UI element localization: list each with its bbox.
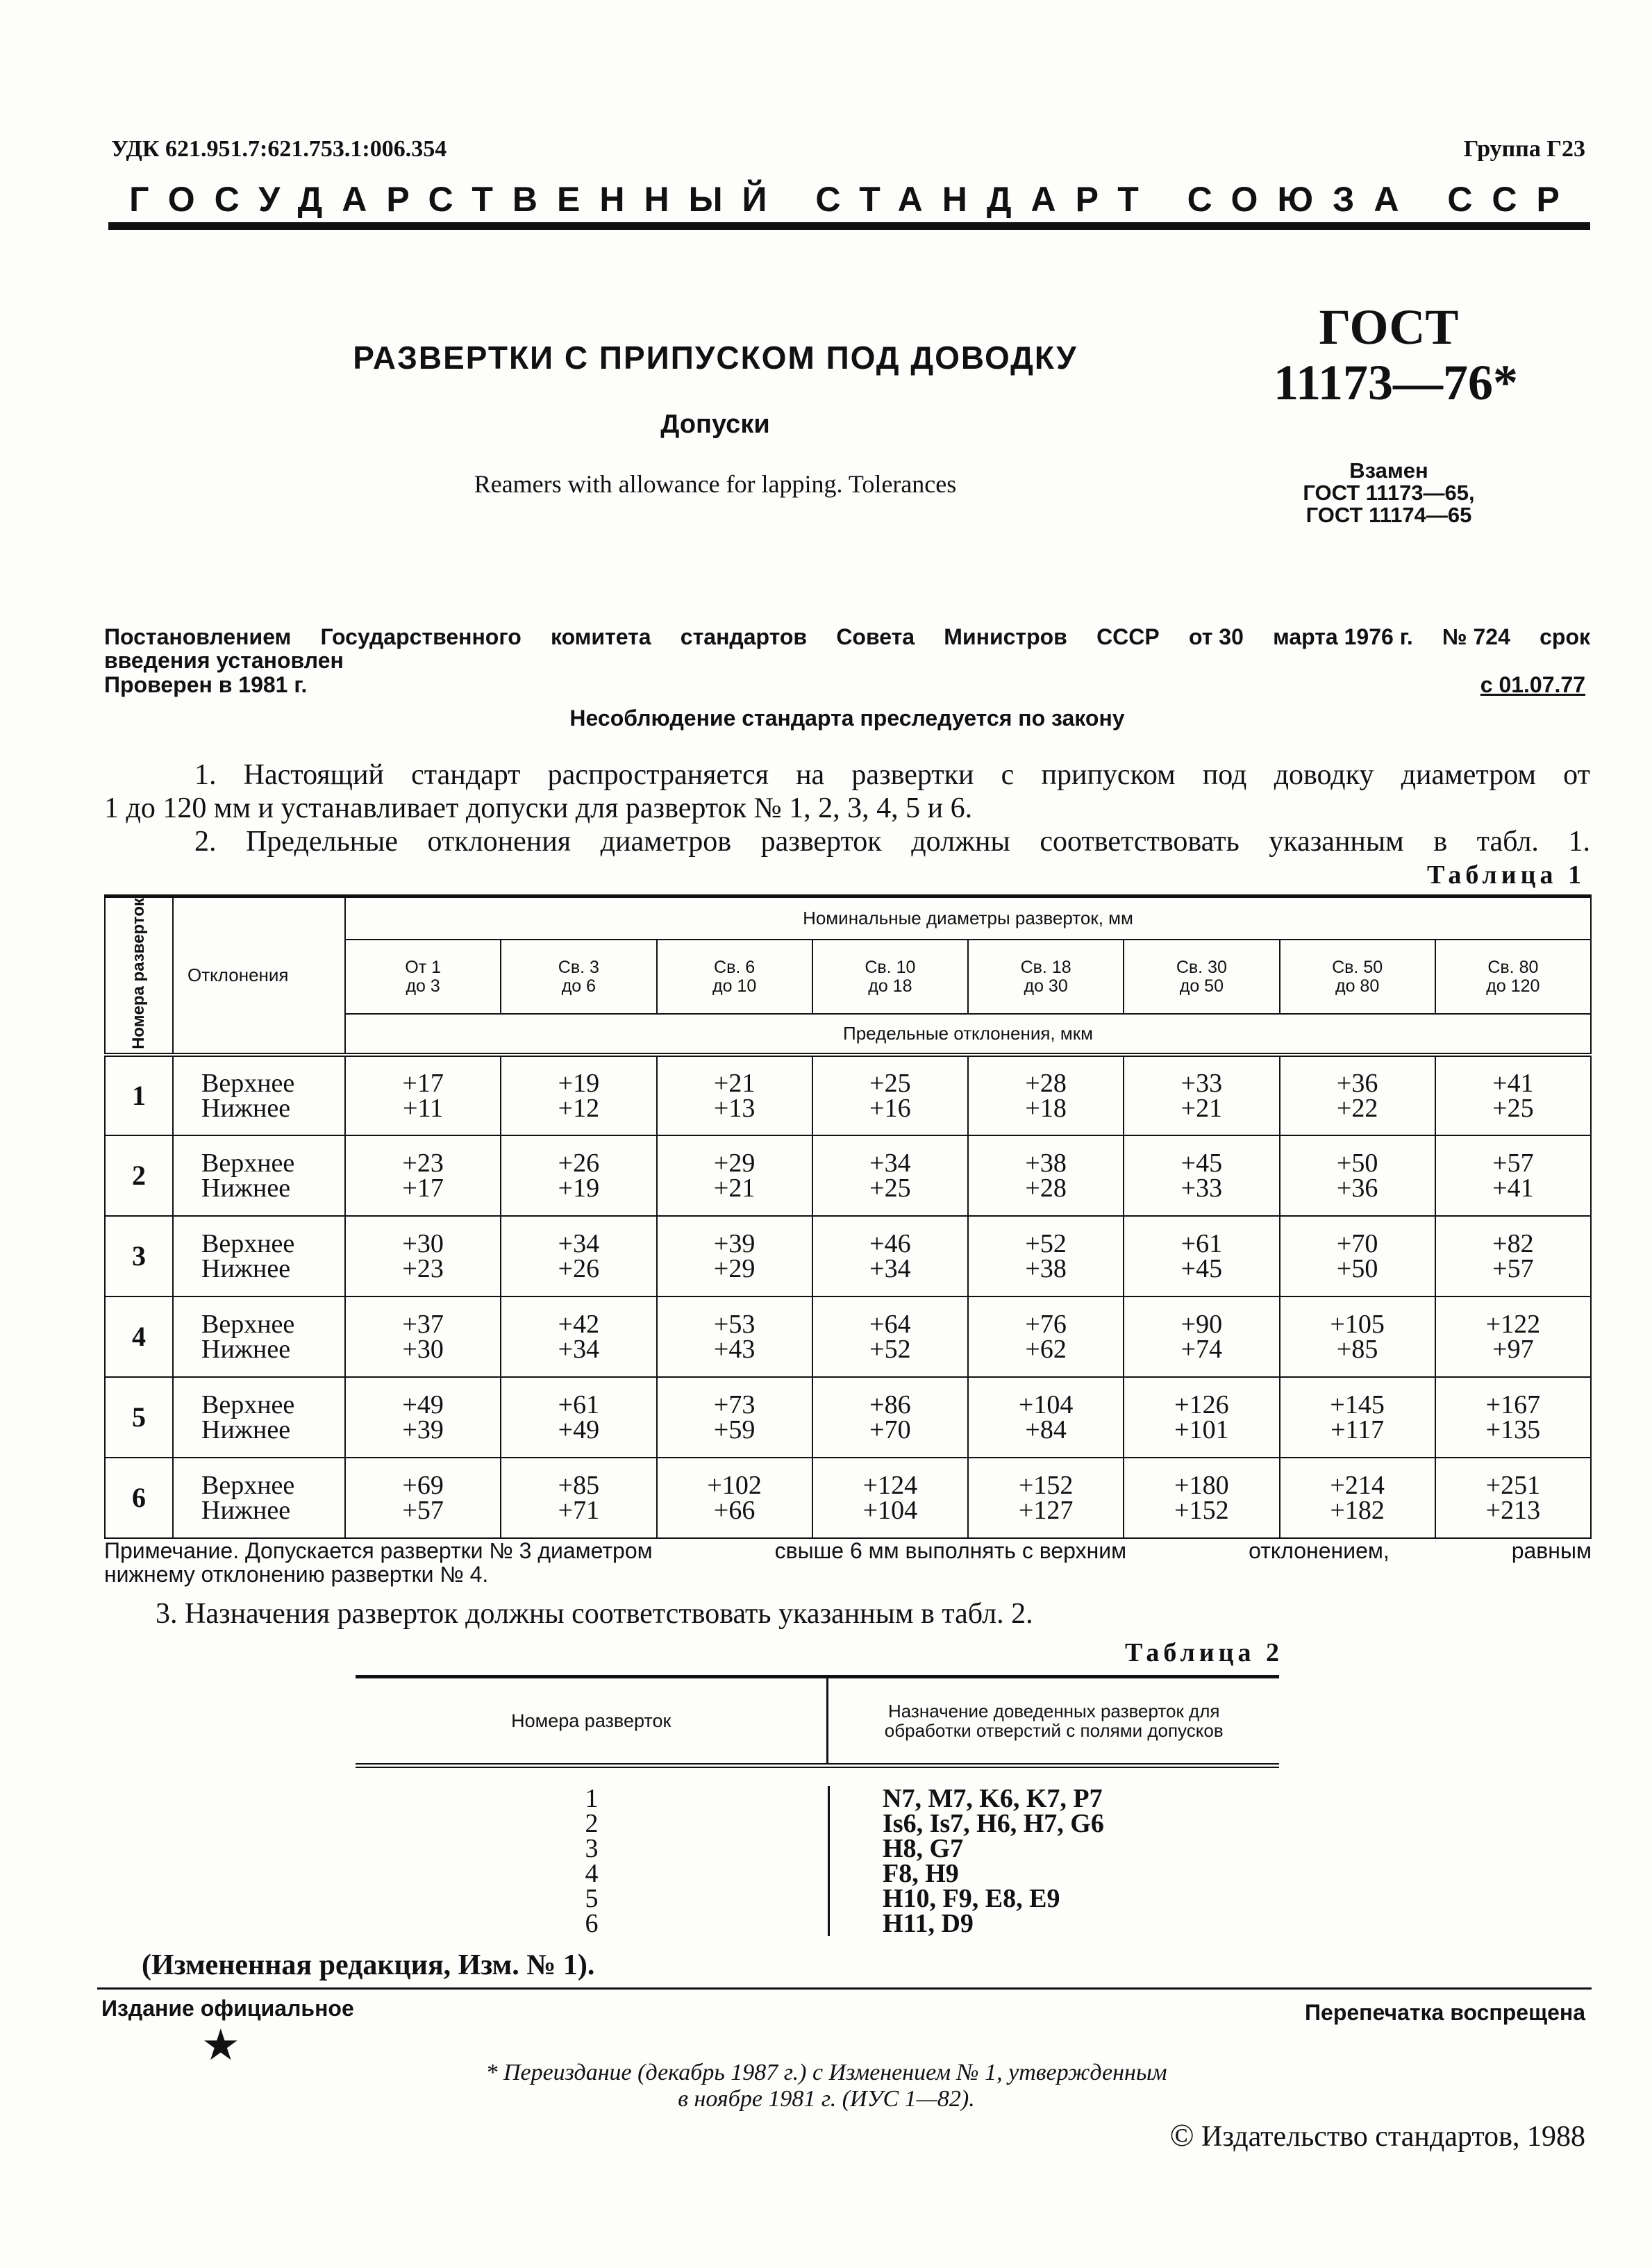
note-text: свыше 6 мм выполнять с верхним	[774, 1538, 1127, 1563]
header-limit-deviations: Предельные отклонения, мкм	[345, 1014, 1591, 1055]
tolerance-fields: H11, D9	[883, 1909, 974, 1938]
decree-word: от 30	[1188, 624, 1244, 649]
publisher-name: Издательство стандартов, 1988	[1201, 2121, 1585, 2153]
decree-word: № 724	[1442, 624, 1510, 649]
decree-word: срок	[1540, 624, 1590, 649]
decree-line	[104, 625, 1590, 649]
deviation-cell: +26 +19	[501, 1135, 656, 1216]
tolerance-fields-column	[828, 1786, 1279, 1936]
deviation-cell: +45 +33	[1124, 1135, 1279, 1216]
decree-word: Министров	[944, 624, 1067, 649]
paragraph-1: 1. Настоящий стандарт распространяется на развертки с припуском под доводку диаметром от	[194, 759, 1590, 791]
deviation-cell: +124 +104	[812, 1458, 968, 1538]
deviation-labels: Верхнее Нижнее	[173, 1055, 345, 1135]
deviation-cell: +86 +70	[812, 1377, 968, 1458]
purpose-table	[356, 1675, 1279, 1936]
deviation-cell: +64 +52	[812, 1296, 968, 1377]
decree-word: комитета	[551, 624, 651, 649]
reamer-number: 6	[105, 1458, 173, 1538]
replaced-standard: ГОСТ 11173—65,	[1303, 481, 1475, 505]
header-reamer-number: Номера разверток	[105, 897, 173, 1055]
footnote-line: * Переиздание (декабрь 1987 г.) с Изменением № 1, утвержденным	[485, 2060, 1167, 2085]
tolerance-fields: H8, G7	[883, 1834, 964, 1863]
replaced-standard: ГОСТ 11174—65	[1305, 503, 1472, 527]
deviation-cell: +214 +182	[1280, 1458, 1435, 1538]
table-row	[105, 1216, 1591, 1296]
header-nominal-diameters: Номинальные диаметры разверток, мм	[345, 897, 1591, 940]
replaces-label: Взамен	[1349, 458, 1428, 483]
diameter-range-header: Св. 50 до 80	[1280, 940, 1435, 1014]
english-title: Reamers with allowance for lapping. Tolerances	[474, 470, 957, 498]
tolerance-fields: N7, M7, K6, K7, P7	[883, 1784, 1103, 1813]
table-note	[104, 1539, 1592, 1586]
changed-edition-note: (Измененная редакция, Изм. № 1).	[142, 1949, 595, 1981]
decree-word: Совета	[836, 624, 915, 649]
decree-word: Постановлением	[104, 624, 292, 649]
reamer-number: 5	[585, 1884, 599, 1913]
decree-word: СССР	[1096, 624, 1160, 649]
reamer-number: 1	[585, 1784, 599, 1813]
note-text: Примечание. Допускается развертки № 3 диаметром	[104, 1538, 653, 1563]
deviation-cell: +61 +49	[501, 1377, 656, 1458]
tolerance-fields: H10, F9, E8, E9	[883, 1884, 1060, 1913]
footnote-line: в ноябре 1981 г. (ИУС 1—82).	[678, 2086, 975, 2112]
header-purpose-line: Назначение доведенных разверток для	[887, 1701, 1220, 1721]
deviation-cell: +34 +26	[501, 1216, 656, 1296]
document-subtitle: Допуски	[660, 410, 770, 439]
deviation-labels: Верхнее Нижнее	[173, 1135, 345, 1216]
note-text: отклонением,	[1249, 1538, 1390, 1563]
deviation-cell: +42 +34	[501, 1296, 656, 1377]
deviation-cell: +37 +30	[345, 1296, 501, 1377]
deviation-cell: +57 +41	[1435, 1135, 1591, 1216]
deviation-labels: Верхнее Нижнее	[173, 1458, 345, 1538]
diameter-range-header: Св. 3 до 6	[501, 940, 656, 1014]
deviation-cell: +19 +12	[501, 1055, 656, 1135]
deviation-cell: +102 +66	[657, 1458, 812, 1538]
deviation-cell: +70 +50	[1280, 1216, 1435, 1296]
table-row	[105, 1055, 1591, 1135]
paragraph-2: 2. Предельные отклонения диаметров разверток должны соответствовать указанным в табл. 1.	[194, 826, 1590, 858]
header-purpose-line: обработки отверстий с полями допусков	[884, 1720, 1224, 1741]
reamer-number: 3	[105, 1216, 173, 1296]
reamer-number: 2	[105, 1135, 173, 1216]
tolerance-fields: Is6, Is7, H6, H7, G6	[883, 1809, 1104, 1838]
deviation-cell: +23 +17	[345, 1135, 501, 1216]
diameter-range-header: От 1 до 3	[345, 940, 501, 1014]
footnote	[389, 2060, 1264, 2112]
deviation-cell: +38 +28	[968, 1135, 1124, 1216]
deviation-labels: Верхнее Нижнее	[173, 1377, 345, 1458]
deviation-cell: +30 +23	[345, 1216, 501, 1296]
paragraph-3: 3. Назначения разверток должны соответствовать указанным в табл. 2.	[156, 1598, 1033, 1630]
replaces-block	[1264, 460, 1514, 526]
deviation-cell: +41 +25	[1435, 1055, 1591, 1135]
table-row	[105, 1458, 1591, 1538]
reprint-prohibited: Перепечатка воспрещена	[1305, 2000, 1585, 2025]
deviation-cell: +61 +45	[1124, 1216, 1279, 1296]
decree-line: введения установлен	[104, 648, 344, 673]
paragraph-1-continued: 1 до 120 мм и устанавливает допуски для разверток № 1, 2, 3, 4, 5 и 6.	[104, 792, 973, 824]
deviation-cell: +82 +57	[1435, 1216, 1591, 1296]
deviation-cell: +53 +43	[657, 1296, 812, 1377]
decree-word: марта 1976 г.	[1273, 624, 1413, 649]
deviation-cell: +167 +135	[1435, 1377, 1591, 1458]
header-reamer-numbers: Номера разверток	[511, 1710, 671, 1731]
reamer-number: 4	[105, 1296, 173, 1377]
decree-text	[104, 625, 1590, 672]
diameter-range-header: Св. 10 до 18	[812, 940, 968, 1014]
deviation-cell: +29 +21	[657, 1135, 812, 1216]
state-standard-heading: ГОСУДАРСТВЕННЫЙ СТАНДАРТ СОЮЗА ССР	[129, 180, 1579, 219]
star-icon: ★	[201, 2022, 240, 2069]
reamer-number: 1	[105, 1055, 173, 1135]
deviation-cell: +85 +71	[501, 1458, 656, 1538]
table-row	[105, 1296, 1591, 1377]
deviation-cell: +73 +59	[657, 1377, 812, 1458]
verified-year: Проверен в 1981 г.	[104, 672, 308, 697]
table-row	[105, 1135, 1591, 1216]
header-rule	[108, 222, 1590, 230]
diameter-range-header: Св. 80 до 120	[1435, 940, 1591, 1014]
tolerance-table-body	[105, 1055, 1591, 1538]
diameter-range-header: Св. 18 до 30	[968, 940, 1124, 1014]
reamer-number: 5	[105, 1377, 173, 1458]
law-notice: Несоблюдение стандарта преследуется по закону	[569, 706, 1125, 731]
deviation-cell: +105 +85	[1280, 1296, 1435, 1377]
deviation-cell: +17 +11	[345, 1055, 501, 1135]
copyright-icon: ©	[1169, 2117, 1194, 2153]
deviation-cell: +52 +38	[968, 1216, 1124, 1296]
deviation-cell: +50 +36	[1280, 1135, 1435, 1216]
deviation-cell: +122 +97	[1435, 1296, 1591, 1377]
effective-date: с 01.07.77	[1480, 672, 1585, 697]
deviation-cell: +126 +101	[1124, 1377, 1279, 1458]
reamer-numbers-column	[356, 1786, 828, 1936]
deviation-cell: +25 +16	[812, 1055, 968, 1135]
deviation-cell: +28 +18	[968, 1055, 1124, 1135]
header-purpose	[826, 1678, 1279, 1763]
deviation-cell: +104 +84	[968, 1377, 1124, 1458]
document-title: РАЗВЕРТКИ С ПРИПУСКОМ ПОД ДОВОДКУ	[353, 340, 1078, 376]
reamer-number: 6	[585, 1909, 599, 1938]
group-code: Группа Г23	[1463, 136, 1585, 162]
deviation-cell: +251 +213	[1435, 1458, 1591, 1538]
table-1-caption: Таблица 1	[1426, 860, 1585, 890]
deviation-labels: Верхнее Нижнее	[173, 1296, 345, 1377]
official-edition: Издание официальное	[101, 1996, 354, 2021]
reamer-number: 2	[585, 1809, 599, 1838]
publisher-line	[1170, 2117, 1585, 2153]
deviation-cell: +145 +117	[1280, 1377, 1435, 1458]
table-row	[105, 1377, 1591, 1458]
deviation-labels: Верхнее Нижнее	[173, 1216, 345, 1296]
deviation-cell: +46 +34	[812, 1216, 968, 1296]
note-text: равным	[1511, 1538, 1592, 1563]
deviation-cell: +180 +152	[1124, 1458, 1279, 1538]
tolerance-fields: F8, H9	[883, 1859, 959, 1888]
reamer-number: 4	[585, 1859, 599, 1888]
footer-rule	[97, 1987, 1592, 1990]
gost-number: 11173—76*	[1273, 355, 1519, 410]
diameter-range-header: Св. 6 до 10	[657, 940, 812, 1014]
note-text: нижнему отклонению развертки № 4.	[104, 1562, 489, 1587]
decree-word: стандартов	[680, 624, 808, 649]
deviation-cell: +39 +29	[657, 1216, 812, 1296]
deviation-cell: +21 +13	[657, 1055, 812, 1135]
deviation-cell: +34 +25	[812, 1135, 968, 1216]
decree-word: Государственного	[320, 624, 522, 649]
deviation-cell: +49 +39	[345, 1377, 501, 1458]
udk-code: УДК 621.951.7:621.753.1:006.354	[111, 136, 447, 162]
table-2-caption: Таблица 2	[1125, 1638, 1284, 1667]
tolerance-table	[104, 894, 1592, 1539]
deviation-cell: +152 +127	[968, 1458, 1124, 1538]
deviation-cell: +76 +62	[968, 1296, 1124, 1377]
reamer-number: 3	[585, 1834, 599, 1863]
deviation-cell: +90 +74	[1124, 1296, 1279, 1377]
deviation-cell: +36 +22	[1280, 1055, 1435, 1135]
diameter-range-header: Св. 30 до 50	[1124, 940, 1279, 1014]
deviation-cell: +33 +21	[1124, 1055, 1279, 1135]
gost-label: ГОСТ	[1319, 299, 1459, 355]
header-deviation: Отклонения	[173, 897, 345, 1055]
deviation-cell: +69 +57	[345, 1458, 501, 1538]
